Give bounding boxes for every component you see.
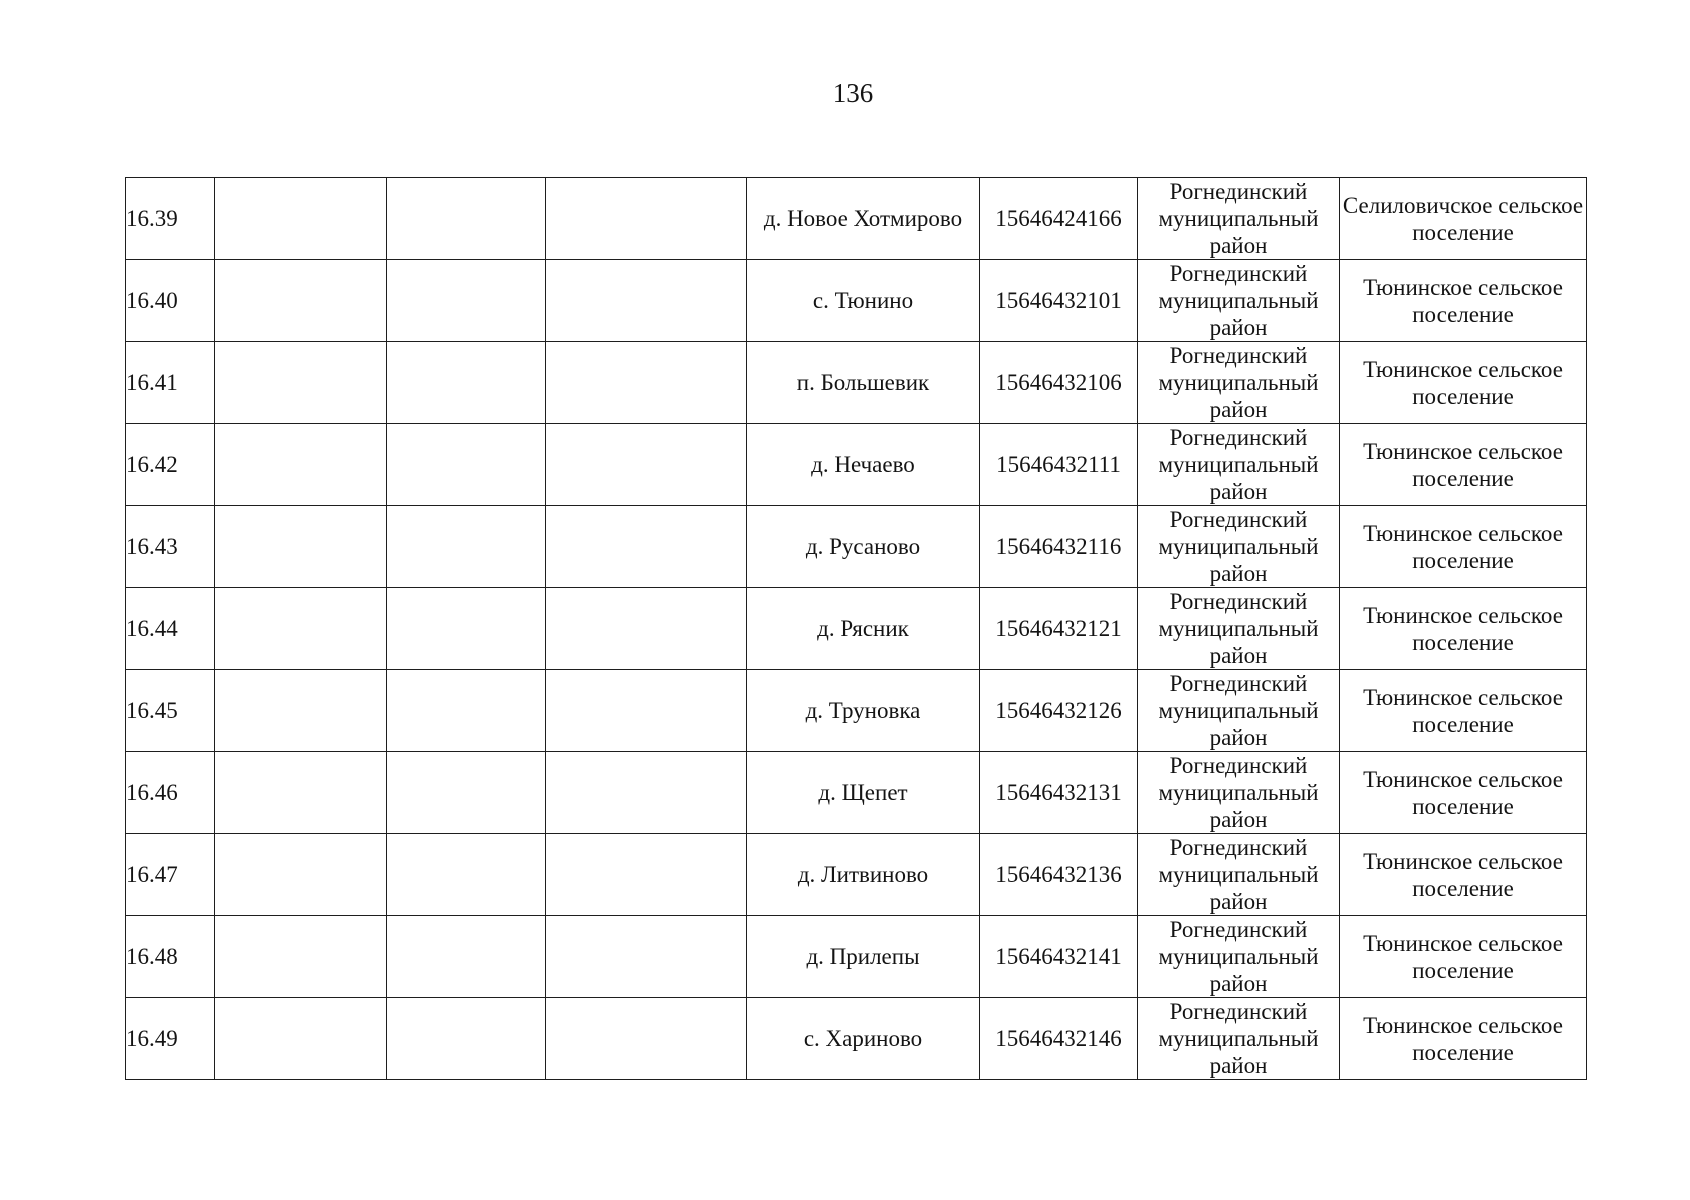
empty-cell xyxy=(215,670,387,752)
municipal-settlement: Тюнинское сельское поселение xyxy=(1340,834,1587,916)
municipal-settlement: Тюнинское сельское поселение xyxy=(1340,506,1587,588)
empty-cell xyxy=(387,424,546,506)
district-name: Рогнединский муниципальный район xyxy=(1138,588,1340,670)
row-number: 16.46 xyxy=(126,752,215,834)
table-row xyxy=(126,834,1587,916)
empty-cell xyxy=(546,260,747,342)
municipal-settlement: Селиловичское сельское поселение xyxy=(1340,178,1587,260)
district-name: Рогнединский муниципальный район xyxy=(1138,178,1340,260)
row-number: 16.45 xyxy=(126,670,215,752)
district-name: Рогнединский муниципальный район xyxy=(1138,424,1340,506)
district-name: Рогнединский муниципальный район xyxy=(1138,834,1340,916)
table-row xyxy=(126,260,1587,342)
district-name: Рогнединский муниципальный район xyxy=(1138,998,1340,1080)
table-row xyxy=(126,670,1587,752)
settlement-name: с. Тюнино xyxy=(747,260,980,342)
district-name: Рогнединский муниципальный район xyxy=(1138,342,1340,424)
empty-cell xyxy=(215,588,387,670)
empty-cell xyxy=(546,178,747,260)
empty-cell xyxy=(546,998,747,1080)
row-number: 16.39 xyxy=(126,178,215,260)
municipal-settlement: Тюнинское сельское поселение xyxy=(1340,998,1587,1080)
empty-cell xyxy=(387,588,546,670)
empty-cell xyxy=(215,178,387,260)
municipal-settlement: Тюнинское сельское поселение xyxy=(1340,670,1587,752)
page-number: 136 xyxy=(832,78,874,108)
municipal-settlement: Тюнинское сельское поселение xyxy=(1340,588,1587,670)
empty-cell xyxy=(215,342,387,424)
row-number: 16.49 xyxy=(126,998,215,1080)
municipal-settlement: Тюнинское сельское поселение xyxy=(1340,342,1587,424)
settlement-name: с. Хариново xyxy=(747,998,980,1080)
row-number: 16.48 xyxy=(126,916,215,998)
settlement-name: д. Нечаево xyxy=(747,424,980,506)
oktmo-code: 15646432141 xyxy=(980,916,1138,998)
empty-cell xyxy=(546,916,747,998)
empty-cell xyxy=(215,260,387,342)
empty-cell xyxy=(215,998,387,1080)
row-number: 16.47 xyxy=(126,834,215,916)
empty-cell xyxy=(215,834,387,916)
settlement-name: д. Прилепы xyxy=(747,916,980,998)
district-name: Рогнединский муниципальный район xyxy=(1138,752,1340,834)
district-name: Рогнединский муниципальный район xyxy=(1138,260,1340,342)
row-number: 16.42 xyxy=(126,424,215,506)
oktmo-code: 15646432121 xyxy=(980,588,1138,670)
settlements-table xyxy=(125,177,1587,1080)
empty-cell xyxy=(546,424,747,506)
row-number: 16.44 xyxy=(126,588,215,670)
settlement-name: д. Щепет xyxy=(747,752,980,834)
empty-cell xyxy=(387,998,546,1080)
table-row xyxy=(126,752,1587,834)
empty-cell xyxy=(215,506,387,588)
settlement-name: д. Новое Хотмирово xyxy=(747,178,980,260)
oktmo-code: 15646432101 xyxy=(980,260,1138,342)
row-number: 16.43 xyxy=(126,506,215,588)
empty-cell xyxy=(546,506,747,588)
empty-cell xyxy=(387,178,546,260)
empty-cell xyxy=(387,670,546,752)
table-row xyxy=(126,998,1587,1080)
table-row xyxy=(126,424,1587,506)
row-number: 16.40 xyxy=(126,260,215,342)
table-row xyxy=(126,916,1587,998)
settlement-name: д. Рясник xyxy=(747,588,980,670)
oktmo-code: 15646432116 xyxy=(980,506,1138,588)
empty-cell xyxy=(387,260,546,342)
table-row xyxy=(126,178,1587,260)
empty-cell xyxy=(215,424,387,506)
oktmo-code: 15646432111 xyxy=(980,424,1138,506)
settlement-name: д. Русаново xyxy=(747,506,980,588)
settlement-name: д. Труновка xyxy=(747,670,980,752)
empty-cell xyxy=(546,834,747,916)
oktmo-code: 15646432126 xyxy=(980,670,1138,752)
oktmo-code: 15646432131 xyxy=(980,752,1138,834)
settlement-name: д. Литвиново xyxy=(747,834,980,916)
municipal-settlement: Тюнинское сельское поселение xyxy=(1340,424,1587,506)
empty-cell xyxy=(387,752,546,834)
empty-cell xyxy=(546,588,747,670)
empty-cell xyxy=(215,916,387,998)
oktmo-code: 15646432106 xyxy=(980,342,1138,424)
district-name: Рогнединский муниципальный район xyxy=(1138,506,1340,588)
empty-cell xyxy=(215,752,387,834)
empty-cell xyxy=(546,670,747,752)
table-row xyxy=(126,588,1587,670)
municipal-settlement: Тюнинское сельское поселение xyxy=(1340,260,1587,342)
district-name: Рогнединский муниципальный район xyxy=(1138,670,1340,752)
table-row xyxy=(126,506,1587,588)
empty-cell xyxy=(546,342,747,424)
empty-cell xyxy=(387,916,546,998)
empty-cell xyxy=(387,506,546,588)
row-number: 16.41 xyxy=(126,342,215,424)
settlement-name: п. Большевик xyxy=(747,342,980,424)
municipal-settlement: Тюнинское сельское поселение xyxy=(1340,752,1587,834)
district-name: Рогнединский муниципальный район xyxy=(1138,916,1340,998)
municipal-settlement: Тюнинское сельское поселение xyxy=(1340,916,1587,998)
oktmo-code: 15646424166 xyxy=(980,178,1138,260)
empty-cell xyxy=(546,752,747,834)
oktmo-code: 15646432146 xyxy=(980,998,1138,1080)
empty-cell xyxy=(387,834,546,916)
table-row xyxy=(126,342,1587,424)
oktmo-code: 15646432136 xyxy=(980,834,1138,916)
empty-cell xyxy=(387,342,546,424)
